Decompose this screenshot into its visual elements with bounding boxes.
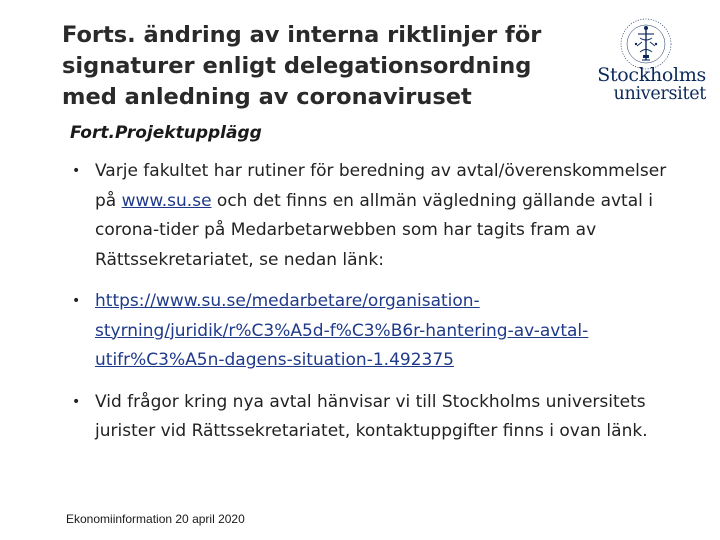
bullet-list xyxy=(72,157,692,459)
slide-title-line-3: med anledning av coronaviruset xyxy=(62,84,472,110)
logo-text-line-2: universitet xyxy=(613,84,706,104)
list-item xyxy=(72,157,692,275)
logo-text-line-1: Stockholms xyxy=(597,64,706,86)
bullet-dot-icon: • xyxy=(72,393,81,410)
stockholm-university-logo xyxy=(596,16,706,108)
slide-title xyxy=(62,20,592,113)
slide-footer: Ekonomiinformation 20 april 2020 xyxy=(66,512,245,526)
su-website-link[interactable]: www.su.se xyxy=(121,190,212,211)
list-item xyxy=(72,287,692,376)
bullet-dot-icon: • xyxy=(72,293,81,309)
section-subtitle: Fort.Projektupplägg xyxy=(70,123,262,143)
list-item xyxy=(72,388,692,447)
slide-title-line-2: signaturer enligt delegationsordning xyxy=(62,53,532,79)
bullet-text: Vid frågor kring nya avtal hänvisar vi till Stockholms universitets jurister vid Rättssekretariatet, kontaktuppgifter finns i ovan länk. xyxy=(95,391,648,441)
bullet-dot-icon: • xyxy=(72,163,81,179)
slide-title-line-1: Forts. ändring av interna riktlinjer för xyxy=(62,22,542,48)
guidance-link[interactable]: https://www.su.se/medarbetare/organisation-styrning/juridik/r%C3%A5d-f%C3%B6r-hantering-av-avtal-utifr%C3%A5n-dagens-situation-1.492375 xyxy=(95,291,589,370)
logo-wordmark xyxy=(596,66,706,104)
bullet-text: Varje fakultet har rutiner för beredning av avtal/överenskommelser på xyxy=(95,161,667,211)
bullet-text-continued: och det finns en allmän vägledning gällande avtal i corona-tider på Medarbetarwebben som har tagits fram av Rättssekretariatet, se nedan länk: xyxy=(95,190,653,270)
